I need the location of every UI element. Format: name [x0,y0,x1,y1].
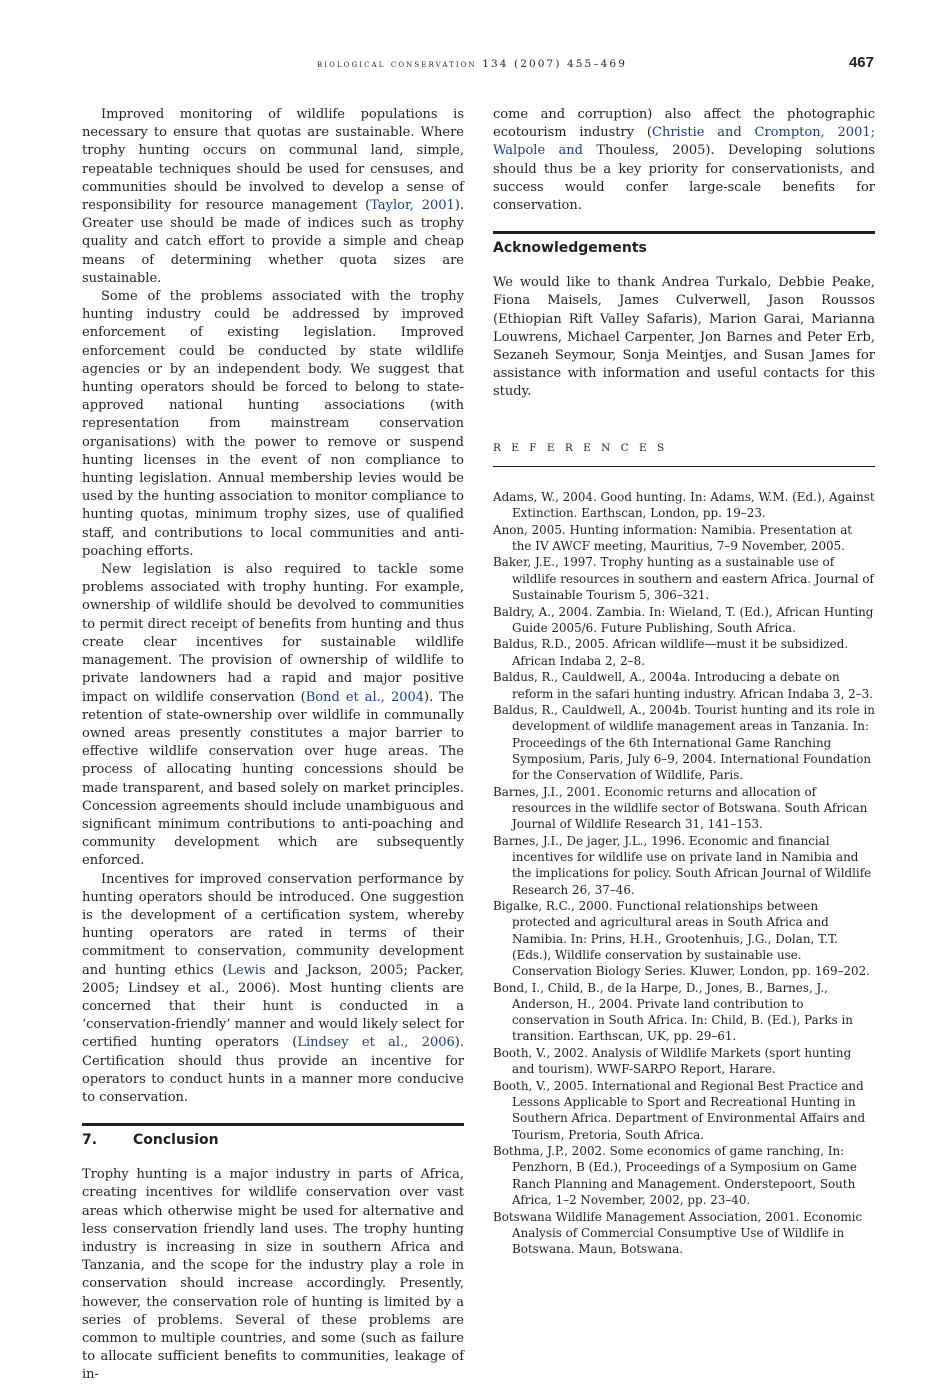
section-title: Conclusion [133,1132,219,1149]
body-paragraph: Incentives for improved conservation performance by hunting operators should be introduced. One suggestion is the development of a certification system, whereby hunting operators are rated in terms of their commitment to conservation, community development and hunting ethics (Lewis and Jackson, 2005; Packer, 2005; Lindsey et al., 2006). Most hunting clients are concerned that their hunt is conducted in a ‘conservation-friendly’ manner and would likely select for certified hunting operators (Lindsey et al., 2006). Certification should thus provide an incentive for operators to conduct hunts in a manner more conducive to conservation. [82,871,464,1105]
reference-item: Barnes, J.I., 2001. Economic returns and allocation of resources in the wildlife sector of Botswana. South African Journal of Wildlife Research 31, 141–153. [493,784,868,832]
left-column [82,106,464,1385]
reference-item: Barnes, J.I., De jager, J.L., 1996. Economic and financial incentives for wildlife use on private land in Namibia and the implications for policy. South African Journal of Wildlife Research 26, 37–46. [493,833,872,897]
acknowledgements-heading: Acknowledgements [493,240,647,257]
journal-citation: biological conservation 134 (2007) 455–469 [317,58,627,70]
reference-item: Bond, I., Child, B., de la Harpe, D., Jones, B., Barnes, J., Anderson, H., 2004. Private land contribution to conservation in South Africa. In: Child, B. (Ed.), Parks in transition. Earthscan, UK, pp. 29–61. [493,980,853,1044]
page-number: 467 [848,54,874,71]
reference-item: Adams, W., 2004. Good hunting. In: Adams, W.M. (Ed.), Against Extinction. Earthscan, London, pp. 19–23. [493,489,875,520]
section-number: 7. [82,1132,98,1149]
body-paragraph: Trophy hunting is a major industry in parts of Africa, creating incentives for wildlife conservation over vast areas which otherwise might be used for alternative and less conservation friendly land uses. The trophy hunting industry is increasing in size in southern Africa and Tanzania, and the scope for the industry play a role in conservation should increase accordingly. Presently, however, the conservation role of hunting is limited by a series of problems. Several of these problems are common to multiple countries, and some (such as failure to allocate sufficient benefits to communities, leakage of in- [82,1167,464,1383]
references-divider [493,466,875,467]
body-paragraph: Improved monitoring of wildlife populations is necessary to ensure that quotas are sustainable. Where trophy hunting occurs on communal land, simple, repeatable techniques should be used for censuses, and communities should be involved to develop a sense of responsibility for resource management (Taylor, 2001). Greater use should be made of indices such as trophy quality and catch effort to provide a simple and cheap means of determining whether quota sizes are sustainable. [82,107,464,286]
reference-list [493,489,875,1258]
acknowledgements-text: We would like to thank Andrea Turkalo, Debbie Peake, Fiona Maisels, James Culverwell, Jason Roussos (Ethiopian Rift Valley Safaris), Marion Garai, Marianna Louwrens, Michael Carpenter, Jon Barnes and Peter Erb, Sezaneh Seymour, Sonja Meintjes, and Susan James for assistance with information and useful contacts for this study. [493,275,875,400]
citation-link[interactable]: Lindsey et al., 2006 [297,1035,455,1051]
reference-item: Baldus, R., Cauldwell, A., 2004b. Tourist hunting and its role in development of wildlife management areas in Tanzania. In: Proceedings of the 6th International Game Ranching Symposium, Paris, July 6–9, 2004. International Foundation for the Conservation of Wildlife, Paris. [493,703,875,783]
section-divider [493,231,875,234]
citation-link[interactable]: Lewis [227,962,266,978]
section-divider [82,1123,464,1126]
section-heading [82,1132,464,1148]
reference-item: Bothma, J.P., 2002. Some economics of game ranching, In: Penzhorn, B (Ed.), Proceedings of a Symposium on Game Ranch Planning and Management. Onderstepoort, South Africa, 1–2 November, 2002, pp. 23–40. [493,1144,857,1207]
references-label: R E F E R E N C E S [493,441,668,454]
body-paragraph: come and corruption) also affect the photographic ecotourism industry (Christie and Crompton, 2001; Walpole and Thouless, 2005). Developing solutions should thus be a key priority for conservationists, and success would confer large-scale benefits for conservation. [493,107,876,214]
reference-item: Bigalke, R.C., 2000. Functional relationships between protected and agricultural areas in South Africa and Namibia. In: Prins, H.H., Grootenhuis, J.G., Dolan, T.T. (Eds.), Wildlife conservation by sustainable use. Conservation Biology Series. Kluwer, London, pp. 169–202. [493,899,870,979]
citation-link[interactable]: Christie and Crompton, 2001; Walpole and [493,125,875,159]
reference-item: Botswana Wildlife Management Association, 2001. Economic Analysis of Commercial Consumptive Use of Wildlife in Botswana. Maun, Botswana. [493,1209,863,1256]
running-header [0,55,950,75]
reference-item: Anon, 2005. Hunting information: Namibia. Presentation at the IV AWCF meeting, Mauritius, 7–9 November, 2005. [493,522,853,553]
citation-link[interactable]: Taylor, 2001 [370,198,455,214]
reference-item: Baldry, A., 2004. Zambia. In: Wieland, T. (Ed.), African Hunting Guide 2005/6. Future Publishing, South Africa. [493,604,874,635]
right-column [493,106,875,1258]
reference-item: Baldus, R.D., 2005. African wildlife—must it be subsidized. African Indaba 2, 2–8. [493,637,849,668]
body-paragraph: New legislation is also required to tackle some problems associated with trophy hunting. For example, ownership of wildlife should be devolved to communities to permit direct receipt of benefits from hunting and thus create clear incentives for sustainable wildlife management. The provision of ownership of wildlife to private landowners had a rapid and major positive impact on wildlife conservation (Bond et al., 2004). The retention of state-ownership over wildlife in communally owned areas presently constitutes a major barrier to effective wildlife conservation over huge areas. The process of allocating hunting concessions should be made transparent, and based solely on market principles. Concession agreements should include unambiguous and significant minimum contributions to anti-poaching and community development which are subsequently enforced. [82,562,465,869]
citation-link[interactable]: Bond et al., 2004 [305,689,425,705]
reference-item: Baker, J.E., 1997. Trophy hunting as a sustainable use of wildlife resources in southern and eastern Africa. Journal of Sustainable Tourism 5, 306–321. [493,555,874,602]
reference-item: Booth, V., 2002. Analysis of Wildlife Markets (sport hunting and tourism). WWF-SARPO Report, Harare. [493,1046,852,1077]
reference-item: Booth, V., 2005. International and Regional Best Practice and Lessons Applicable to Sport and Recreational Hunting in Southern Africa. Department of Environmental Affairs and Tourism, Pretoria, South Africa. [493,1078,866,1142]
body-paragraph: Some of the problems associated with the trophy hunting industry could be addressed by improved enforcement of existing legislation. Improved enforcement could be conducted by state wildlife agencies or by an independent body. We suggest that hunting operators should be forced to belong to state-approved national hunting associations (with representation from mainstream conservation organisations) with the power to remove or suspend hunting licenses in the event of non compliance to hunting legislation. Annual membership levies would be used by the hunting association to monitor compliance to hunting quotas, minimum trophy sizes, use of qualified staff, and contributions to local communities and anti-poaching efforts. [82,289,464,559]
reference-item: Baldus, R., Cauldwell, A., 2004a. Introducing a debate on reform in the safari hunting industry. African Indaba 3, 2–3. [493,670,874,701]
